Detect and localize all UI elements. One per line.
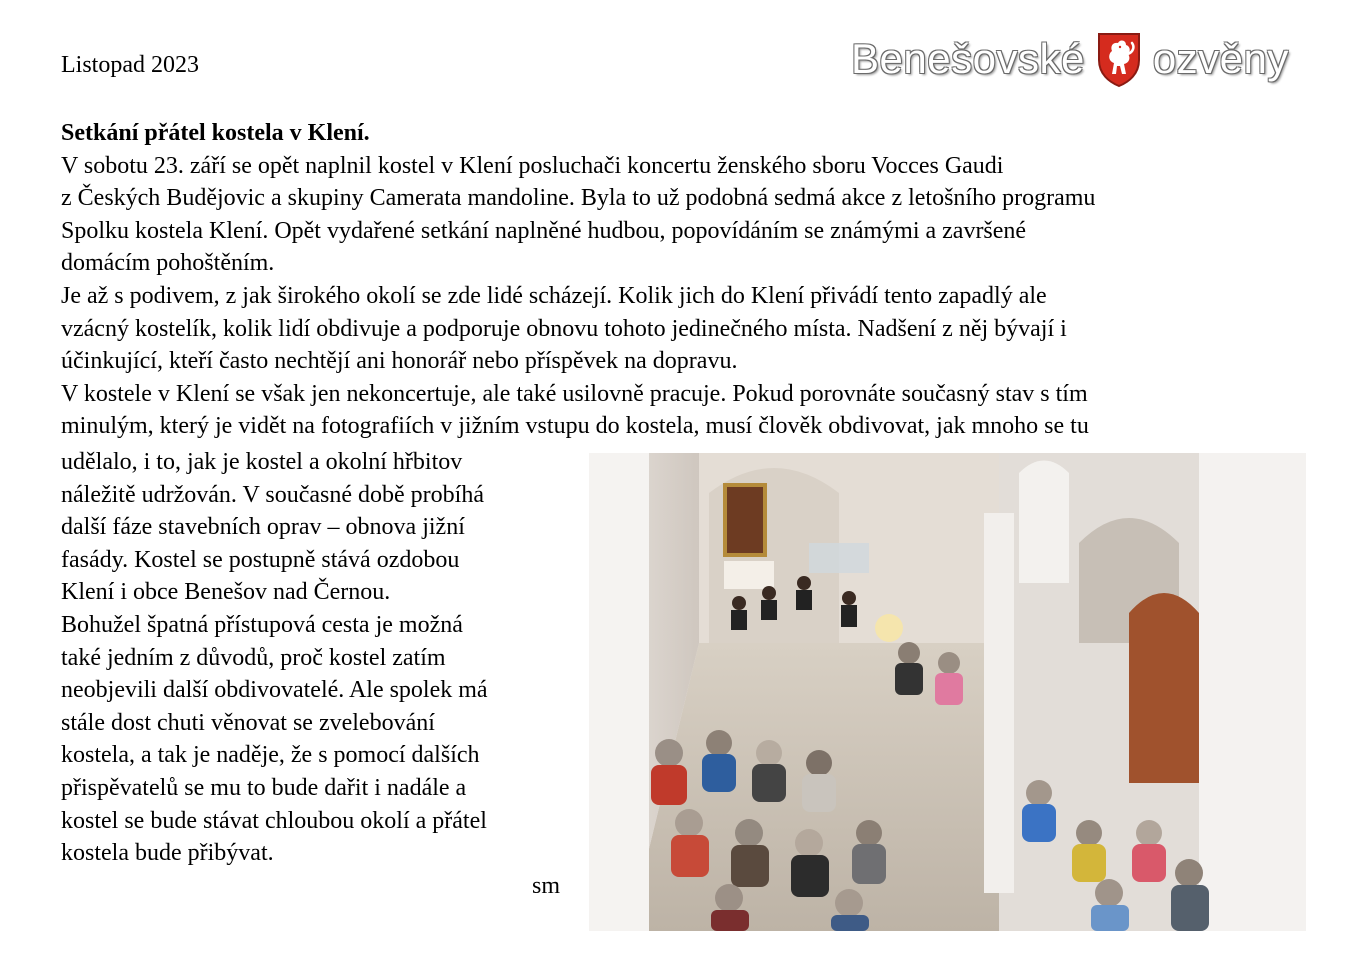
- article-line: z Českých Budějovic a skupiny Camerata mandoline. Byla to už podobná sedmá akce z letošního programu: [61, 185, 1096, 212]
- article-column-text: [61, 446, 581, 870]
- article-line: udělalo, i to, jak je kostel a okolní hřbitov: [61, 449, 463, 475]
- newsletter-masthead: [851, 28, 1296, 90]
- concert-photo: [589, 453, 1306, 931]
- author-signature: sm: [532, 873, 561, 899]
- article-body: [61, 117, 1311, 443]
- masthead-title-right: ozvěny: [1152, 35, 1289, 82]
- coat-of-arms-lion-icon: [1095, 30, 1143, 88]
- article-line: Spolku kostela Klení. Opět vydařené setkání naplněné hudbou, popovídáním se známými a završené: [61, 217, 1027, 244]
- article-line: také jedním z důvodů, proč kostel zatím: [61, 644, 446, 671]
- article-line: vzácný kostelík, kolik lidí obdivuje a podporuje obnovu tohoto jedinečného místa. Nadšení z něj bývají i: [61, 315, 1067, 342]
- article-line: Klení i obce Benešov nad Černou.: [61, 579, 391, 606]
- article-line: domácím pohoštěním.: [61, 250, 275, 277]
- article-line: kostel se bude stávat chloubou okolí a přátel: [61, 807, 487, 834]
- issue-date: Listopad 2023: [61, 52, 199, 78]
- article-line: přispěvatelů se mu to bude dařit i nadále a: [61, 774, 467, 801]
- article-line: Je až s podivem, z jak širokého okolí se zde lidé scházejí. Kolik jich do Klení přivádí tento zapadlý ale: [61, 282, 1047, 309]
- article-line: kostela, a tak je naděje, že s pomocí dalších: [61, 742, 480, 769]
- article-line: účinkující, kteří často nechtějí ani honorář nebo příspěvek na dopravu.: [61, 348, 738, 375]
- church-interior-illustration: [589, 453, 1306, 931]
- article-line: V kostele v Klení se však jen nekoncertuje, ale také usilovně pracuje. Pokud porovnáte současný stav s tím: [61, 380, 1088, 407]
- article-title: Setkání přátel kostela v Klení.: [61, 120, 370, 146]
- article-line: stále dost chuti věnovat se zvelebování: [61, 709, 435, 736]
- article-line: fasády. Kostel se postupně stává ozdobou: [61, 546, 460, 573]
- article-line: kostela bude přibývat.: [61, 840, 274, 867]
- article-line: neobjevili další obdivovatelé. Ale spolek má: [61, 677, 488, 704]
- article-line: minulým, který je vidět na fotografiích v jižním vstupu do kostela, musí člověk obdivovat, jak mnoho se tu: [61, 413, 1089, 440]
- article-line: Bohužel špatná přístupová cesta je možná: [61, 611, 463, 638]
- article-line: další fáze stavebních oprav – obnova jižní: [61, 514, 465, 541]
- masthead-title-left: Benešovské: [851, 35, 1085, 82]
- article-line: V sobotu 23. září se opět naplnil kostel v Klení posluchači koncertu ženského sboru Vocces Gaudi: [61, 152, 1004, 179]
- article-line: náležitě udržován. V současné době probíhá: [61, 481, 484, 508]
